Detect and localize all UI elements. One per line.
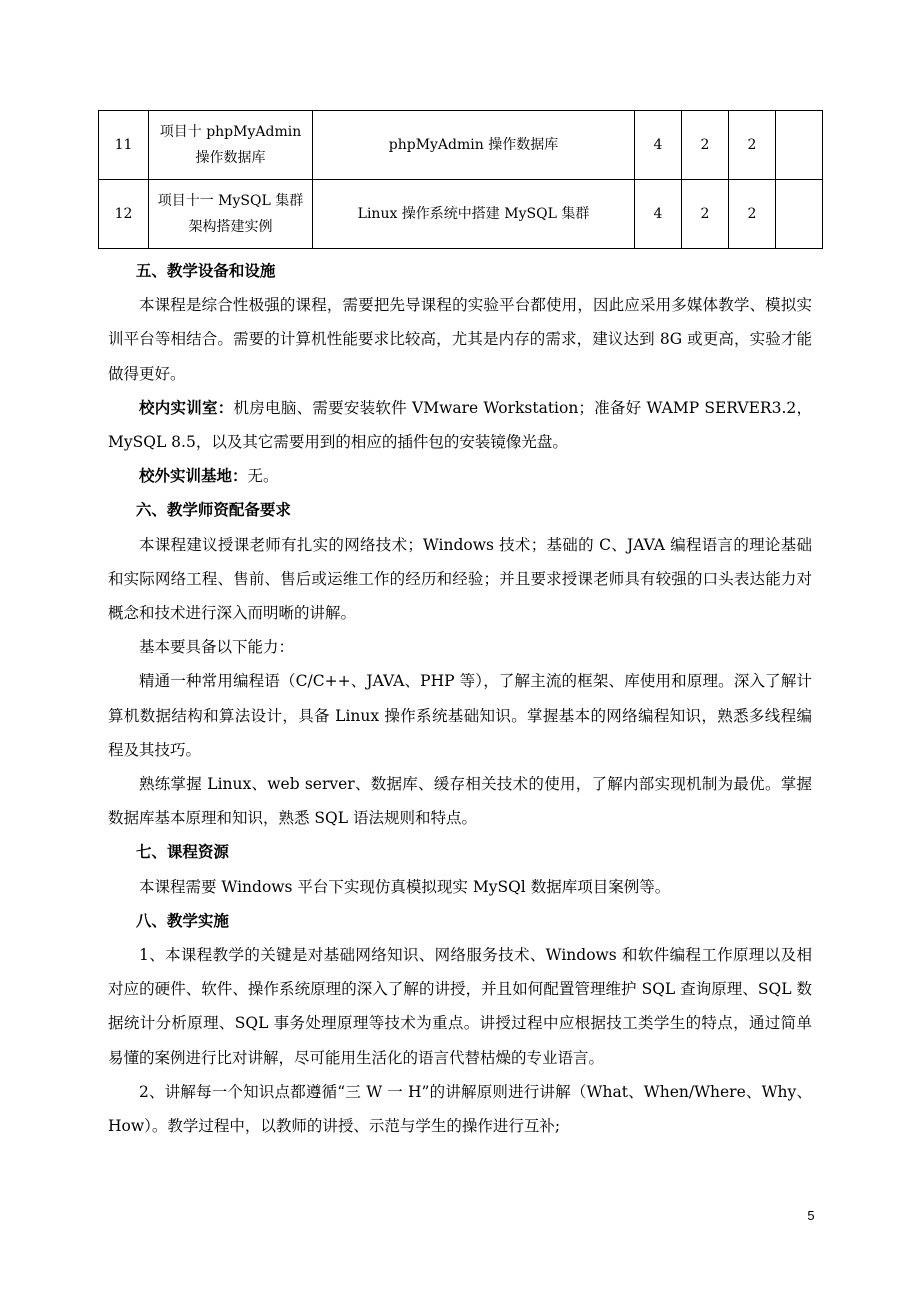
course-schedule-table xyxy=(98,110,823,249)
base-label: 校外实训基地： xyxy=(139,467,248,486)
lab-text: 机房电脑、需要安装软件 VMware Workstation；准备好 WAMP SERVER3.2，MySQL 8.5，以及其它需要用到的相应的插件包的安装镜像光盘。 xyxy=(108,398,812,452)
section-heading-resources: 七、课程资源 xyxy=(135,843,229,862)
cell-remark xyxy=(776,111,823,180)
paragraph: 基本要具备以下能力： xyxy=(139,638,295,657)
paragraph-base xyxy=(108,459,812,493)
section-heading-teachers: 六、教学师资配备要求 xyxy=(135,501,291,520)
paragraph: 本课程是综合性极强的课程，需要把先导课程的实验平台都使用，因此应采用多媒体教学、模拟实训平台等相结合。需要的计算机性能要求比较高，尤其是内存的需求，建议达到 8G 或更高，实验才能做得更好。 xyxy=(108,296,812,383)
cell-hours-theory: 2 xyxy=(682,180,729,249)
paragraph-lab xyxy=(108,391,812,459)
base-text: 无。 xyxy=(247,467,279,486)
section-heading-equipment: 五、教学设备和设施 xyxy=(135,262,276,280)
cell-number: 12 xyxy=(99,180,149,249)
cell-hours-theory: 2 xyxy=(682,111,729,180)
cell-content: Linux 操作系统中搭建 MySQL 集群 xyxy=(313,180,635,249)
cell-hours-total: 4 xyxy=(635,111,682,180)
paragraph: 1、本课程教学的关键是对基础网络知识、网络服务技术、Windows 和软件编程工作原理以及相对应的硬件、软件、操作系统原理的深入了解的讲授，并且如何配置管理维护 SQL 查询原理、SQL 数据统计分析原理、SQL 事务处理原理等技术为重点。讲授过程中应根据技工类学生的特点，通过简单易懂的案例进行比对讲解，尽可能用生活化的语言代替枯燥的专业语言。 xyxy=(108,946,812,1067)
cell-number: 11 xyxy=(99,111,149,180)
page-number: 5 xyxy=(807,1208,815,1223)
cell-remark xyxy=(776,180,823,249)
paragraph: 本课程需要 Windows 平台下实现仿真模拟现实 MySQl 数据库项目案例等。 xyxy=(139,877,671,896)
cell-hours-total: 4 xyxy=(635,180,682,249)
cell-hours-practice: 2 xyxy=(729,111,776,180)
cell-hours-practice: 2 xyxy=(729,180,776,249)
section-heading-implementation: 八、教学实施 xyxy=(135,911,229,930)
paragraph: 2、讲解每一个知识点都遵循“三 W 一 H”的讲解原则进行讲解（What、When/Where、Why、How）。教学过程中，以教师的讲授、示范与学生的操作进行互补; xyxy=(108,1082,812,1136)
cell-project-name: 项目十 phpMyAdmin 操作数据库 xyxy=(149,111,313,180)
document-body xyxy=(108,254,812,1143)
paragraph: 精通一种常用编程语（C/C++、JAVA、PHP 等），了解主流的框架、库使用和原理。深入了解计算机数据结构和算法设计，具备 Linux 操作系统基础知识。掌握基本的网络编程知识，熟悉多线程编程及其技巧。 xyxy=(108,672,812,759)
table-row xyxy=(99,111,823,180)
cell-project-name: 项目十一 MySQL 集群架构搭建实例 xyxy=(149,180,313,249)
paragraph: 本课程建议授课老师有扎实的网络技术；Windows 技术；基础的 C、JAVA 编程语言的理论基础和实际网络工程、售前、售后或运维工作的经历和经验；并且要求授课老师具有较强的口头表达能力对概念和技术进行深入而明晰的讲解。 xyxy=(108,535,812,623)
paragraph: 熟练掌握 Linux、web server、数据库、缓存相关技术的使用，了解内部实现机制为最优。掌握数据库基本原理和知识，熟悉 SQL 语法规则和特点。 xyxy=(108,775,812,828)
table-row xyxy=(99,180,823,249)
cell-content: phpMyAdmin 操作数据库 xyxy=(313,111,635,180)
lab-label: 校内实训室： xyxy=(139,398,234,417)
